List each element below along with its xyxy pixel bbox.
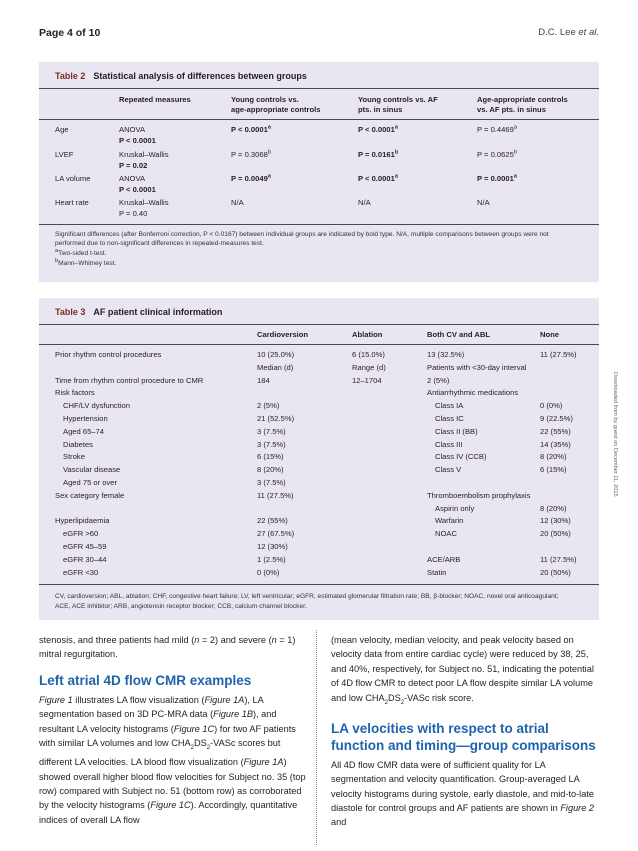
table-cell: NOAC [435, 529, 457, 539]
table-cell: 184 [257, 375, 270, 385]
table-cell: 1 (2.5%) [257, 554, 286, 564]
row-label: eGFR 30–44 [63, 554, 107, 564]
page-number: Page 4 of 10 [39, 27, 101, 39]
table-cell: P = 0.02 [119, 161, 148, 170]
row-label: LVEF [55, 150, 74, 159]
table-cell: 3 (7.5%) [257, 426, 286, 436]
table-cell: Warfarin [435, 516, 464, 526]
download-watermark: Downloaded from by guest on December 11, 2015 [612, 372, 618, 497]
table-cell: Kruskal–Wallis [119, 198, 169, 207]
table-cell: Median (d) [257, 362, 294, 372]
table-cell: P < 0.0001$^a$ [231, 124, 271, 134]
row-label: CHF/LV dysfunction [63, 401, 130, 411]
table-cell: Class IV (CCB) [435, 452, 487, 462]
row-label: LA volume [55, 174, 91, 183]
row-label: Age [55, 125, 69, 134]
table-cell: 9 (22.5%) [540, 414, 573, 423]
row-label: Prior rhythm control procedures [55, 350, 162, 359]
table-cell: 13 (32.5%) [427, 350, 465, 359]
table-2-label: Table 2 [55, 71, 86, 81]
col-header: age-appropriate controls [231, 105, 321, 114]
table-cell: Statin [427, 567, 447, 577]
table-cell: P = 0.0049$^a$ [231, 173, 271, 183]
author-running-title: D.C. Lee et al. [538, 27, 599, 38]
table-footnote: ACE, ACE inhibitor; ARB, angiotensin receptor blocker; CCB, calcium channel blocker. [55, 603, 307, 610]
table-footnote: CV, cardioversion; ABL, ablation; CHF, congestive heart failure; LV, left ventricular; eGFR, estimated glomerular filtration rate; BB, β-blocker; NOAC, novel oral anticoagulant; [55, 593, 559, 600]
table-cell: 3 (7.5%) [257, 439, 286, 449]
table-cell: 20 (50%) [540, 529, 571, 539]
table-cell: N/A [477, 198, 490, 207]
row-label: Sex category female [55, 490, 125, 500]
table-cell: 22 (55%) [540, 426, 571, 436]
table-2 [39, 62, 599, 282]
col-header: Age-appropriate controls [477, 95, 568, 104]
table-rule [39, 88, 599, 89]
table-cell: Antiarrhythmic medications [427, 388, 519, 398]
table-cell: 3 (7.5%) [257, 478, 286, 487]
table-cell: Class V [435, 465, 462, 475]
paragraph: All 4D flow CMR data were of sufficient quality for LA segmentation and velocity quantification. Group-averaged LA velocity histograms during systole, early diastole, and mid-to-late diastole for control groups and AF patients are shown in Figure 2 and [331, 759, 595, 828]
left-column [39, 633, 307, 827]
table-cell: 6 (15.0%) [352, 350, 385, 359]
table-cell: 20 (50%) [540, 567, 571, 577]
table-footnote: performed due to non-significant differences in repeated-measures test. [55, 240, 264, 247]
col-header: Young controls vs. [231, 95, 299, 104]
table-cell: P = 0.0161$^b$ [358, 149, 399, 159]
table-2-title: Statistical analysis of differences between groups [93, 71, 307, 81]
table-cell: 0 (0%) [540, 401, 563, 411]
table-cell: Thromboembolism prophylaxis [427, 490, 531, 500]
col-header: pts. in sinus [358, 105, 403, 114]
table-footnote: $^a$Two-sided t-test. [55, 247, 107, 257]
row-label: Aged 65–74 [63, 426, 104, 436]
table-cell: Class III [435, 439, 463, 449]
col-header: Both CV and ABL [427, 330, 490, 339]
table-cell: P = 0.40 [119, 209, 148, 218]
row-label: Diabetes [63, 439, 93, 449]
table-cell: 2 (5%) [257, 401, 280, 411]
column-divider [316, 630, 317, 845]
table-3 [39, 298, 599, 620]
table-cell: P < 0.0001$^a$ [358, 173, 398, 183]
table-cell: Range (d) [352, 362, 386, 372]
table-cell: 12–1704 [352, 375, 382, 385]
table-footnote: Significant differences (after Bonferroni correction, P < 0.0167) between individual groups are indicated by bold type. N/A, multiple comparisons between groups were not [55, 231, 549, 238]
table-cell: ANOVA [119, 174, 146, 183]
paragraph: (mean velocity, median velocity, and peak velocity based on velocity data from entire cardiac cycle) were reduced by 38, 25, and 40%, respectively, for Subject no. 51, indicating the potential of 4D flow CMR to detect poor LA flow despite similar LA volume and low $CHA_2DS_2$-VASc risk score. [331, 635, 594, 706]
table-cell: P = 0.3068$^b$ [231, 149, 271, 159]
col-header: vs. AF pts. in sinus [477, 105, 546, 114]
row-label: Time from rhythm control procedure to CMR [55, 375, 204, 385]
table-cell: 6 (15%) [540, 465, 567, 475]
table-rule [39, 584, 599, 585]
table-cell: Patients with <30-day interval [427, 362, 527, 372]
table-cell: N/A [231, 198, 244, 207]
table-rule [39, 224, 599, 225]
col-header: None [540, 330, 559, 339]
table-cell: P = 0.0625$^b$ [477, 149, 517, 159]
table-cell: ANOVA [119, 125, 146, 134]
table-cell: P = 0.0001$^a$ [477, 173, 517, 183]
table-cell: 12 (30%) [257, 542, 288, 551]
table-cell: P < 0.0001$^a$ [358, 124, 398, 134]
table-3-caption [55, 307, 222, 317]
table-cell: 8 (20%) [540, 503, 567, 513]
table-cell: 11 (27.5%) [257, 490, 294, 500]
col-header: Ablation [352, 330, 383, 339]
table-cell: 6 (15%) [257, 452, 284, 462]
col-header: Cardioversion [257, 330, 309, 339]
table-cell: 14 (35%) [540, 439, 571, 449]
table-cell: Class IC [435, 414, 464, 423]
table-cell: 8 (20%) [257, 465, 284, 475]
table-cell: P = 0.4469$^a$ [477, 124, 517, 134]
section-heading: Left atrial 4D flow CMR examples [39, 672, 252, 688]
table-cell: Class IA [435, 401, 464, 411]
col-header: Repeated measures [119, 95, 191, 104]
table-rule [39, 344, 599, 345]
table-cell: 2 (5%) [427, 375, 450, 385]
section-heading: LA velocities with respect to atrial function and timing—group comparisons [331, 720, 596, 753]
running-header [39, 27, 599, 41]
table-cell: 12 (30%) [540, 516, 571, 526]
table-cell: 0 (0%) [257, 567, 280, 577]
row-label: eGFR >60 [63, 529, 99, 539]
table-cell: N/A [358, 198, 371, 207]
table-rule [39, 324, 599, 325]
row-label: eGFR <30 [63, 567, 99, 577]
row-label: Vascular disease [63, 465, 121, 475]
col-header: Young controls vs. AF [358, 95, 438, 104]
table-3-title: AF patient clinical information [93, 307, 223, 317]
table-cell: 11 (27.5%) [540, 350, 577, 359]
row-label: Heart rate [55, 198, 89, 207]
row-label: Hypertension [63, 414, 108, 423]
table-cell: Class II (BB) [435, 426, 478, 436]
table-3-label: Table 3 [55, 307, 86, 317]
table-cell: ACE/ARB [427, 554, 461, 564]
table-cell: 11 (27.5%) [540, 554, 577, 564]
row-label: Risk factors [55, 388, 95, 398]
table-footnote: $^b$Mann–Whitney test. [55, 257, 117, 267]
paragraph: stenosis, and three patients had mild (n = 2) and severe (n = 1) mitral regurgitation. [39, 635, 296, 660]
table-cell: Aspirin only [435, 503, 475, 513]
row-label: eGFR 45–59 [63, 542, 107, 551]
row-label: Aged 75 or over [63, 478, 118, 487]
table-cell: 27 (67.5%) [257, 529, 295, 539]
row-label: Stroke [63, 452, 85, 462]
table-cell: 10 (25.0%) [257, 350, 295, 359]
table-cell: 22 (55%) [257, 516, 288, 526]
table-cell: Kruskal–Wallis [119, 150, 169, 159]
right-column [331, 633, 599, 830]
table-cell: P < 0.0001 [119, 185, 156, 194]
table-cell: 21 (52.5%) [257, 414, 295, 423]
table-2-caption [55, 71, 307, 81]
paragraph: Figure 1 illustrates LA flow visualization (Figure 1A), LA segmentation based on 3D PC-MRA data (Figure 1B), and resultant LA velocity histograms (Figure 1C) for two AF patients with similar LA volumes and low $CHA_2DS_2$-VASc scores but different LA velocities. LA blood flow visualization (Figure 1A) showed overall higher blood flow velocities for Subject no. 35 (top row) compared with Subject no. 51 (bottom row) as corroborated by the velocity histograms (Figure 1C). Accordingly, quantitative indices of overall LA flow [39, 694, 306, 825]
table-cell: P < 0.0001 [119, 136, 156, 145]
table-rule [39, 119, 599, 120]
row-label: Hyperlipidaemia [55, 516, 110, 526]
table-cell: 8 (20%) [540, 452, 567, 462]
